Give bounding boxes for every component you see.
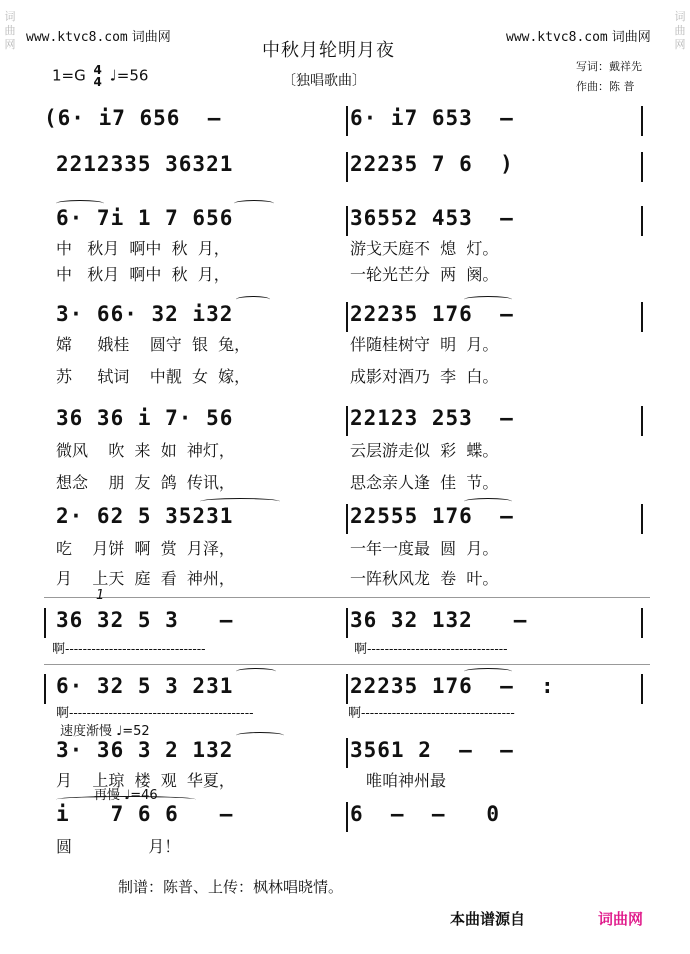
slur <box>236 296 270 303</box>
divider <box>44 664 650 665</box>
repeat-barline <box>641 674 643 704</box>
barline <box>44 608 46 638</box>
notes-right: 6 – – 0 <box>350 802 501 826</box>
barline <box>346 802 348 832</box>
lyric-left: 微风 吹 来 如 神灯， <box>56 441 235 460</box>
notes-left: 3· 36 3 2 132 <box>56 738 234 762</box>
lyric-left: 想念 朋 友 鸽 传讯， <box>56 473 235 492</box>
notes-left: 36 36 i 7· 56 <box>56 406 234 430</box>
source-brand-link[interactable]: 词曲网 <box>598 910 644 928</box>
lyricist-credit: 写词：戴祥先 <box>576 60 642 73</box>
barline <box>346 206 348 236</box>
watermark-right: www.ktvc8.com 词曲网 <box>506 30 651 45</box>
notes-left: 36 32 5 3 – <box>56 608 234 632</box>
lyric-right: 成影对酒乃 李 白。 <box>350 367 499 386</box>
notes-right: 22555 176 – <box>350 504 514 528</box>
barline <box>641 406 643 436</box>
ritardando-marking: 速度渐慢 ♩=52 <box>60 724 150 739</box>
notes-right: 22123 253 – <box>350 406 514 430</box>
slur <box>236 668 276 675</box>
barline <box>346 406 348 436</box>
barline <box>641 106 643 136</box>
notes-right: 36 32 132 – <box>350 608 528 632</box>
side-watermark-right: 词 曲 网 <box>674 10 686 51</box>
source-label: 本曲谱源自 <box>450 910 526 928</box>
lyric-right: 一轮光芒分 两 阕。 <box>350 265 499 284</box>
lyric-right: 思念亲人逢 佳 节。 <box>350 473 499 492</box>
song-title: 中秋月轮明月夜 <box>262 40 395 61</box>
slur <box>234 200 274 207</box>
notes-left: (6· i7 656 – <box>44 106 222 130</box>
barline <box>346 302 348 332</box>
lyric-left: 中 秋月 啊中 秋 月， <box>56 265 230 284</box>
notes-left: 2· 62 5 35231 <box>56 504 234 528</box>
notes-left: 2212335 36321 <box>56 152 234 176</box>
composer-credit: 作曲：陈 普 <box>576 80 635 93</box>
lyric-right: 伴随桂树守 明 月。 <box>350 335 499 354</box>
key-tempo <box>52 64 148 88</box>
lyric-left: 苏 轼词 中靓 女 嫁， <box>56 367 251 386</box>
lyric-right: 一年一度最 圆 月。 <box>350 539 499 558</box>
volta-number: 1 <box>96 588 105 603</box>
lyric-left: 吃 月饼 啊 赏 月泽， <box>56 539 235 558</box>
notes-right: 22235 176 – : <box>350 674 555 698</box>
barline <box>346 738 348 768</box>
lyric-left: 啊-------------------------------- <box>52 642 206 657</box>
barline <box>641 152 643 182</box>
watermark-left: www.ktvc8.com 词曲网 <box>26 30 171 45</box>
slower-marking: 再慢 ♩=46 <box>94 788 158 803</box>
transcriber-credit: 制谱：陈普、上传：枫林唱晓情。 <box>118 878 344 896</box>
song-subtitle: 〔独唱歌曲〕 <box>282 73 366 89</box>
notes-right: 22235 176 – <box>350 302 514 326</box>
tempo-marking: ♩=56 <box>109 66 149 85</box>
lyric-right: 唯咱神州最 <box>366 771 447 790</box>
barline <box>346 106 348 136</box>
lyric-right: 啊-------------------------------- <box>354 642 508 657</box>
notes-left: 6· 32 5 3 231 <box>56 674 234 698</box>
lyric-left: 月 上琼 楼 观 华夏， <box>56 771 235 790</box>
barline <box>641 504 643 534</box>
lyric-right: 云层游走似 彩 蝶。 <box>350 441 499 460</box>
barline <box>44 674 46 704</box>
barline <box>641 302 643 332</box>
lyric-left: 圆 月！ <box>56 837 181 856</box>
barline <box>346 608 348 638</box>
lyric-right: 啊----------------------------------- <box>348 706 515 721</box>
notes-right: 6· i7 653 – <box>350 106 514 130</box>
lyric-right: 一阵秋风龙 卷 叶。 <box>350 569 499 588</box>
barline <box>346 504 348 534</box>
slur <box>236 732 284 739</box>
barline <box>641 608 643 638</box>
time-signature: 4 4 <box>93 63 102 89</box>
volta-line <box>44 597 650 598</box>
lyric-left: 中 秋月 啊中 秋 月， <box>56 239 230 258</box>
side-watermark-left: 词 曲 网 <box>4 10 16 51</box>
notes-right: 3561 2 – – <box>350 738 514 762</box>
barline <box>641 206 643 236</box>
key-signature: 1=G <box>52 66 86 85</box>
notes-right: 22235 7 6 ) <box>350 152 514 176</box>
barline <box>346 152 348 182</box>
lyric-right: 游戈天庭不 熄 灯。 <box>350 239 499 258</box>
notes-left: i 7 6 6 – <box>56 802 234 826</box>
notes-right: 36552 453 – <box>350 206 514 230</box>
lyric-left: 嫦 娥桂 圆守 银 兔， <box>56 335 251 354</box>
notes-left: 6· 7i 1 7 656 <box>56 206 234 230</box>
notes-left: 3· 66· 32 i32 <box>56 302 234 326</box>
barline <box>346 674 348 704</box>
lyric-left: 啊------------------------------------------ <box>56 706 254 721</box>
lyric-left: 月 上天 庭 看 神州， <box>56 569 235 588</box>
